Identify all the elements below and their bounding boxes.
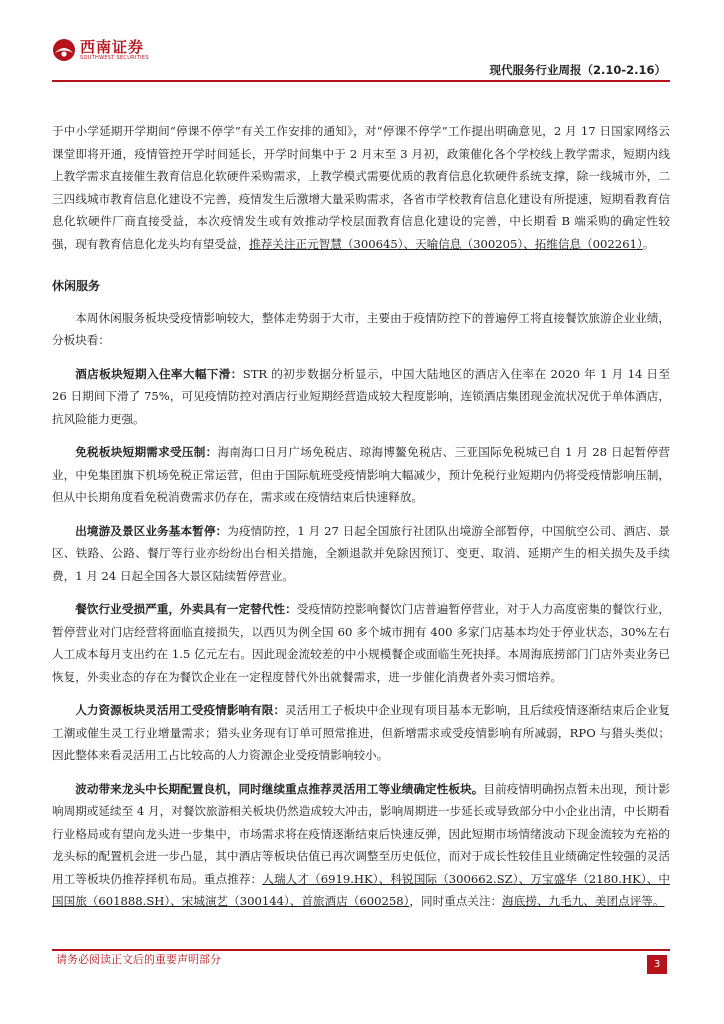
intro-end: 。 xyxy=(642,236,655,251)
report-body xyxy=(52,120,670,913)
paragraph-lead: 餐饮行业受损严重，外卖具有一定替代性： xyxy=(75,602,297,616)
key-watchlist: 海底捞、九毛九、美团点评等。 xyxy=(502,894,665,908)
logo-english-name: SOUTHWEST SECURITIES xyxy=(80,55,149,61)
paragraph-duty-free xyxy=(52,441,670,509)
paragraph-text: 海南海口日月广场免税店、琼海博鳌免税店、三亚国际免税城已自 1 月 28 日起暂停营业，中免集团旗下机场免税正常运营，但由于国际航班受疫情影响大幅减少，预计免税行业短期内仍将受疫情影响压制，但从中长期角度看免税消费需求仍存在，需求或在疫情结束后快速释放。 xyxy=(52,445,670,504)
header-divider xyxy=(52,80,670,82)
paragraph-lead: 人力资源板块灵活用工受疫情影响有限： xyxy=(75,703,286,717)
paragraph-connector: ，同时重点关注： xyxy=(409,894,503,908)
paragraph-catering xyxy=(52,598,670,688)
paragraph-outlook xyxy=(52,778,670,913)
paragraph-outbound-travel xyxy=(52,520,670,588)
paragraph-text: 灵活用工子板块中企业现有项目基本无影响，且后续疫情逐渐结束后企业复工潮或催生灵工行业增量需求；猎头业务现有订单可照常推进，但新增需求或受疫情影响有所减弱，RPO 与猎头类似；因此整体来看灵活用工占比较高的人力资源企业受疫情影响较小。 xyxy=(52,703,670,762)
section-summary: 本周休闲服务板块受疫情影响较大，整体走势弱于大市，主要由于疫情防控下的普遍停工将直接餐饮旅游企业业绩，分板块看： xyxy=(52,310,670,347)
logo xyxy=(52,38,149,62)
key-recommendations: 人瑞人才（6919.HK）、科锐国际（300662.SZ）、万宝盛华（2180.HK）、中国国旅（601888.SH）、宋城演艺（300144）、首旅酒店（600258） xyxy=(52,871,670,908)
paragraph-text: 受疫情防控影响餐饮门店普遍暂停营业，对于人力高度密集的餐饮行业，暂停营业对门店经营将面临直接损失，以西贝为例全国 60 多个城市拥有 400 多家门店基本均处于停业状态，30%左右人工成本每月支出约在 1.5 亿元左右。因此现金流较差的中小规模餐企或面临生死抉择。本周海底捞部门门店外卖业务已恢复，外卖业态的存在为餐饮企业在一定程度替代外出就餐需求，进一步催化消费者外卖习惯培养。 xyxy=(52,602,670,684)
paragraph-text: 为疫情防控，1 月 27 日起全国旅行社团队出境游全部暂停，中国航空公司、酒店、景区、铁路、公路、餐厅等行业亦纷纷出台相关措施，全额退款并免除因预订、变更、取消、延期产生的相关损失及手续费，1 月 24 日起全国各大景区陆续暂停营业。 xyxy=(52,523,670,583)
paragraph-hr xyxy=(52,699,670,767)
page-number: 3 xyxy=(647,955,667,974)
page-header xyxy=(0,0,724,82)
paragraph-lead: 酒店板块短期入住率大幅下滑： xyxy=(75,366,243,381)
footer-disclaimer: 请务必阅读正文后的重要声明部分 xyxy=(56,953,221,966)
intro-recommendation: 推荐关注正元智慧（300645）、天喻信息（300205）、拓维信息（002261） xyxy=(249,236,643,251)
paragraph-lead: 波动带来龙头中长期配置良机，同时继续重点推荐灵活用工等业绩确定性板块。 xyxy=(75,781,484,796)
report-title: 现代服务行业周报（2.10-2.16） xyxy=(489,63,666,77)
paragraph-lead: 免税板块短期需求受压制： xyxy=(75,445,218,459)
logo-name: 西南证券 xyxy=(80,38,145,56)
paragraph-hotel xyxy=(52,363,670,431)
logo-mark-icon xyxy=(52,38,76,62)
paragraph-lead: 出境游及景区业务基本暂停： xyxy=(75,523,228,538)
section-title: 休闲服务 xyxy=(52,279,101,293)
paragraph-text: STR 的初步数据分析显示，中国大陆地区的酒店入住率在 2020 年 1 月 14 日至 26 日期间下滑了 75%，可见疫情防控对酒店行业短期经营造成较大程度影响，连锁酒店集团现金流状况优于单体酒店，抗风险能力更强。 xyxy=(52,366,670,426)
paragraph-text: 目前疫情明确拐点暂未出现，预计影响周期或延续至 4 月，对餐饮旅游相关板块仍然造成较大冲击，影响周期进一步延长或导致部分中小企业出清，中长期看行业格局或有望向龙头进一步集中，市场需求将在疫情逐渐结束后快速反弹，因此短期市场情绪波动下现金流较为充裕的龙头标的配置机会进一步凸显，其中酒店等板块估值已再次调整至历史低位，而对于成长性较佳且业绩确定性较强的灵活用工等板块仍推荐择机布局。重点推荐： xyxy=(52,781,670,886)
intro-text: 于中小学延期开学期间“停课不停学”有关工作安排的通知》，对“停课不停学”工作提出明确意见，2 月 17 日国家网络云课堂即将开通，疫情管控开学时间延长，开学时间集中于 2 月末至 3 月初，政策催化各个学校线上教学需求，短期内线上教学需求直接催生教育信息化软硬件采购需求，上教学模式需要优质的教育信息化软硬件系统支撑，除一线城市外，二三四线城市教育信息化建设不完善，疫情发生后激增大量采购需求，各省市学校教育信息化建设有所提速，短期看教育信息化软硬件厂商直接受益，本次疫情发生或有效推动学校层面教育信息化建设的完善，中长期看 B 端采购的确定性较强，现有教育信息化龙头均有望受益， xyxy=(52,124,670,251)
intro-paragraph xyxy=(52,120,670,255)
